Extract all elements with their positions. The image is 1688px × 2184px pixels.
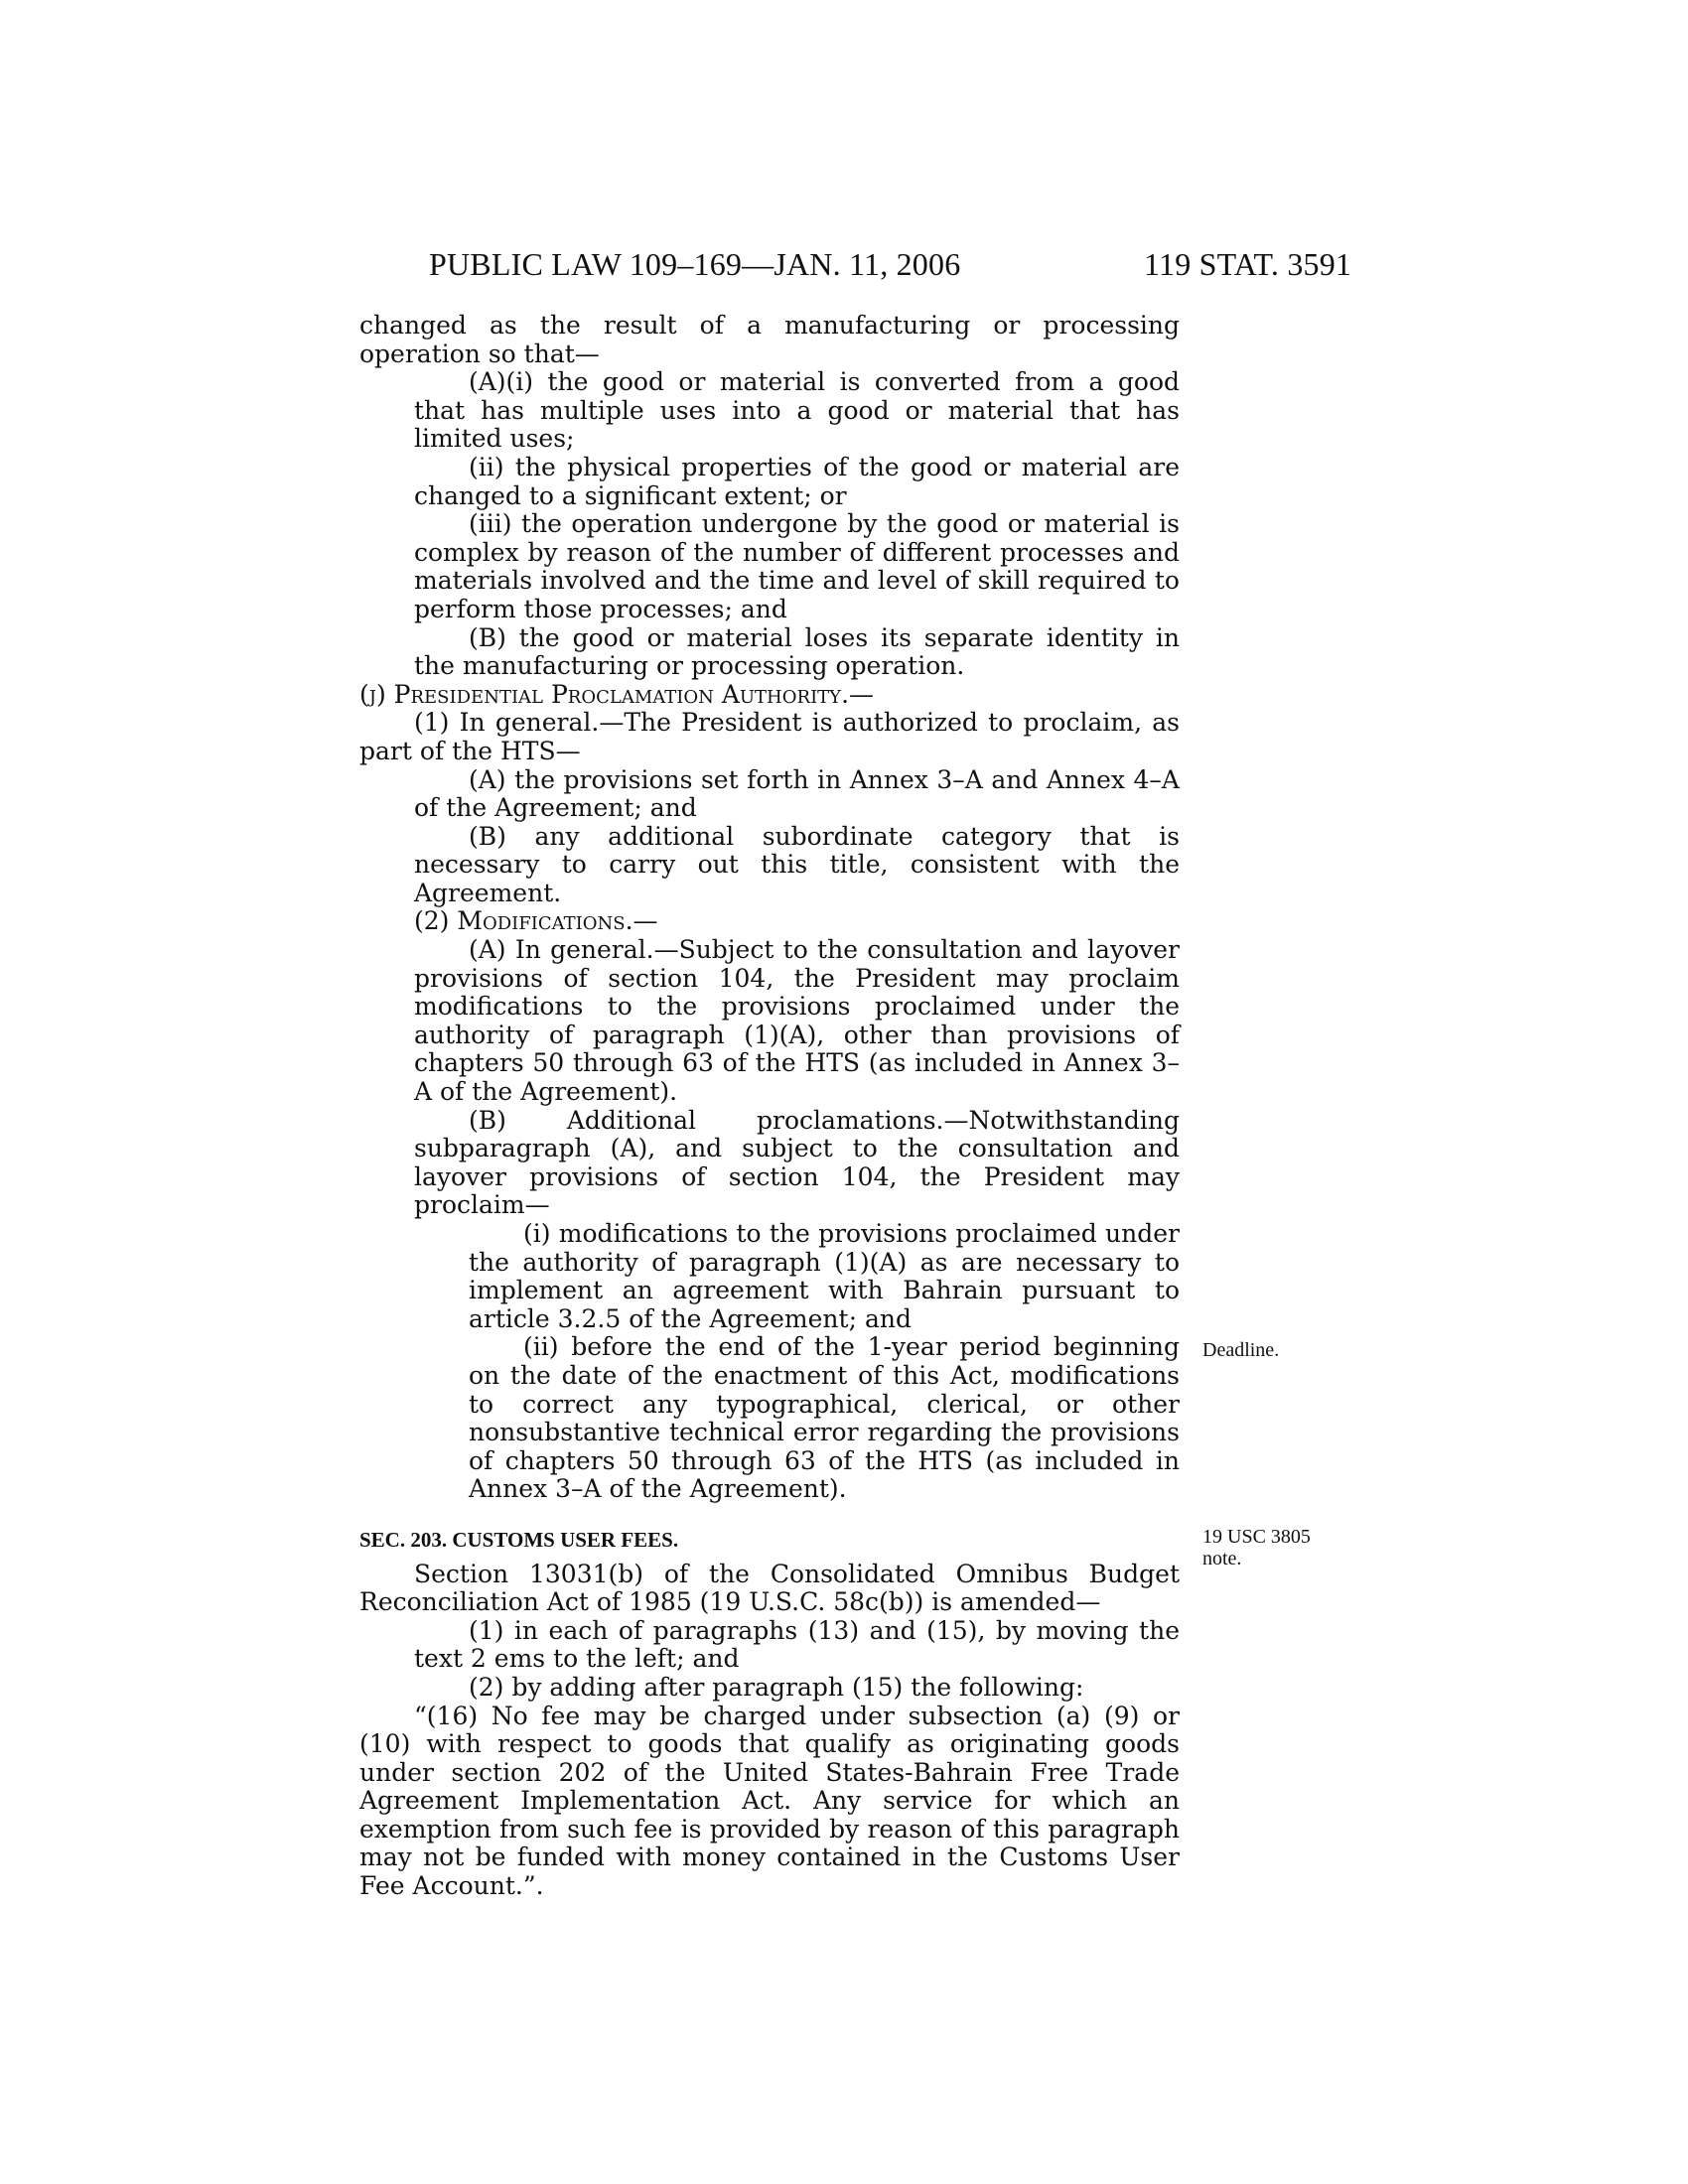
paragraph-2-b-ii: (ii) before the end of the 1-year period beginning on the date of the enactment of this Act, modifications to correct any typographical, clerical, or other nonsubstantive technical error regarding the provisions of chapters 50 through 63 of the HTS (as included in Annex 3–A of the Agreement).: [469, 1332, 1180, 1504]
margin-note-deadline: Deadline.: [1202, 1339, 1280, 1361]
inserted-paragraph-16: “(16) No fee may be charged under subsection (a) (9) or (10) with respect to goods that qualify as originating goods under section 202 of the United States-Bahrain Free Trade Agreement Implementation Act. Any service for which an exemption from such fee is provided by reason of this paragraph may not be funded with money contained in the Customs User Fee Account.”.: [359, 1701, 1180, 1901]
section-203-intro: Section 13031(b) of the Consolidated Omnibus Budget Reconciliation Act of 1985 (19 U.S.C. 58c(b)) is amended—: [359, 1559, 1180, 1617]
paragraph-2-a: (A) In general.—Subject to the consultation and layover provisions of section 104, the President may proclaim modifications to the provisions proclaimed under the authority of paragraph (1)(A), other than provisions of chapters 50 through 63 of the HTS (as included in Annex 3–A of the Agreement).: [414, 935, 1180, 1107]
paragraph-2-modifications-heading: (2) Modifications.—: [414, 906, 658, 936]
clause-b: (B) the good or material loses its separate identity in the manufacturing or processing operation.: [414, 622, 1180, 681]
paragraph-1-a: (A) the provisions set forth in Annex 3–A and Annex 4–A of the Agreement; and: [414, 764, 1180, 823]
page-number: 119 STAT. 3591: [1144, 246, 1352, 282]
clause-ii: (ii) the physical properties of the good or material are changed to a significant extent; or: [414, 452, 1180, 510]
paragraph-1-in-general: (1) In general.—The President is authorized to proclaim, as part of the HTS—: [359, 708, 1180, 765]
margin-note-usc-line2: note.: [1202, 1548, 1242, 1570]
subsection-j-heading: (j) Presidential Proclamation Authority.—: [359, 679, 875, 709]
margin-note-usc-line1: 19 USC 3805: [1202, 1526, 1311, 1548]
statute-body: [359, 312, 1180, 1901]
section-heading: SEC. 203. CUSTOMS USER FEES.: [359, 1527, 679, 1552]
amendment-2: (2) by adding after paragraph (15) the following:: [469, 1672, 1084, 1702]
paragraph-2-b-i: (i) modifications to the provisions proclaimed under the authority of paragraph (1)(A) as are necessary to implement an agreement with Bahrain pursuant to article 3.2.5 of the Agreement; and: [469, 1219, 1180, 1333]
paragraph-continuation: changed as the result of a manufacturing or processing operation so that—: [359, 311, 1180, 368]
paragraph-1-b: (B) any additional subordinate category that is necessary to carry out this title, consistent with the Agreement.: [414, 821, 1180, 907]
clause-a-i: (A)(i) the good or material is converted from a good that has multiple uses into a good or material that has limited uses;: [414, 367, 1180, 454]
amendment-1: (1) in each of paragraphs (13) and (15), by moving the text 2 ems to the left; and: [414, 1615, 1180, 1674]
clause-iii: (iii) the operation undergone by the good or material is complex by reason of the number of different processes and materials involved and the time and level of skill required to perform those processes; and: [414, 509, 1180, 623]
running-header-title: PUBLIC LAW 109–169—JAN. 11, 2006: [429, 246, 961, 282]
paragraph-2-b: (B) Additional proclamations.—Notwithstanding subparagraph (A), and subject to the consultation and layover provisions of section 104, the President may proclaim—: [414, 1105, 1180, 1220]
